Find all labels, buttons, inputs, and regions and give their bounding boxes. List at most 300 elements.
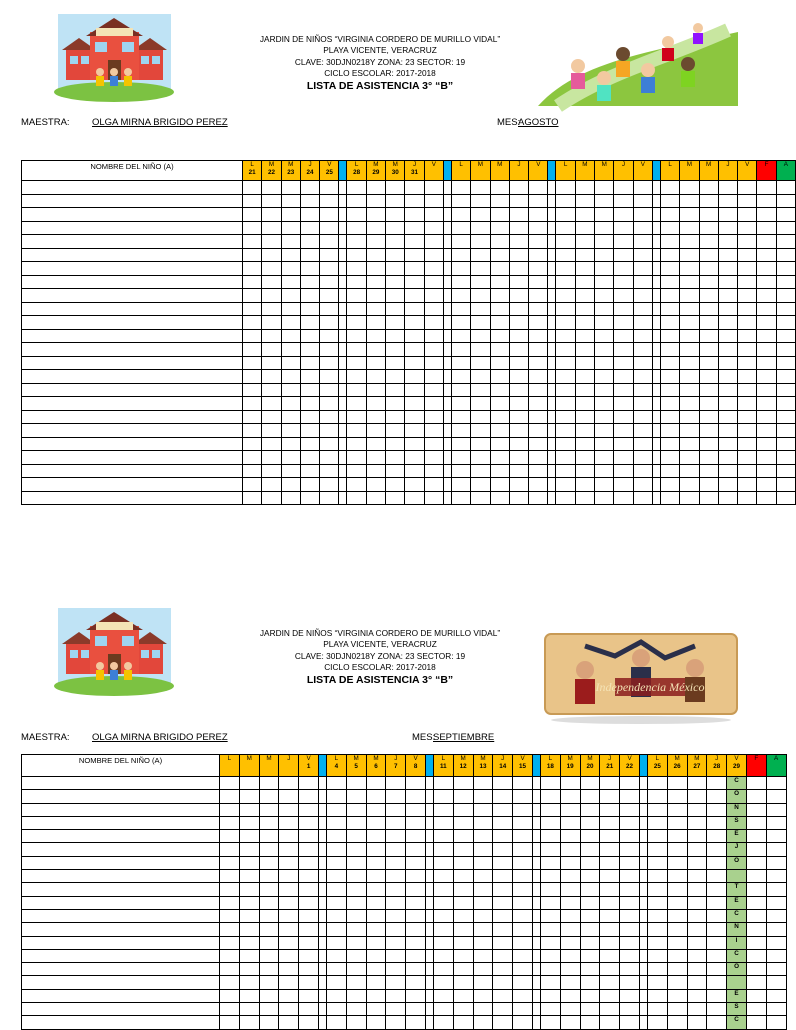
attendance-cell[interactable] — [262, 437, 281, 451]
attendance-cell[interactable] — [453, 883, 473, 896]
attendance-cell[interactable] — [386, 383, 405, 397]
attendance-cell[interactable] — [493, 870, 513, 883]
attendance-cell[interactable] — [405, 329, 424, 343]
attendance-cell[interactable] — [660, 424, 679, 438]
student-name-cell[interactable] — [22, 316, 243, 330]
attendance-cell[interactable] — [405, 275, 424, 289]
attendance-cell[interactable] — [660, 370, 679, 384]
attendance-cell[interactable] — [738, 316, 757, 330]
attendance-cell[interactable] — [746, 790, 766, 803]
attendance-cell[interactable] — [239, 803, 259, 816]
attendance-cell[interactable] — [509, 289, 528, 303]
attendance-cell[interactable] — [243, 248, 262, 262]
attendance-cell[interactable] — [707, 816, 727, 829]
attendance-cell[interactable] — [595, 248, 614, 262]
attendance-cell[interactable] — [560, 870, 580, 883]
attendance-cell[interactable] — [406, 989, 426, 1002]
attendance-cell[interactable] — [281, 302, 300, 316]
attendance-cell[interactable] — [667, 949, 687, 962]
attendance-cell[interactable] — [575, 194, 594, 208]
attendance-cell[interactable] — [647, 1016, 667, 1029]
attendance-cell[interactable] — [347, 221, 366, 235]
attendance-cell[interactable] — [262, 262, 281, 276]
attendance-cell[interactable] — [326, 1003, 346, 1016]
attendance-cell[interactable] — [279, 936, 299, 949]
attendance-cell[interactable] — [707, 830, 727, 843]
attendance-cell[interactable] — [451, 424, 470, 438]
attendance-cell[interactable] — [718, 397, 737, 411]
attendance-cell[interactable] — [473, 883, 493, 896]
attendance-cell[interactable] — [509, 424, 528, 438]
attendance-cell[interactable] — [366, 289, 385, 303]
attendance-cell[interactable] — [529, 208, 548, 222]
attendance-cell[interactable] — [243, 289, 262, 303]
attendance-cell[interactable] — [687, 790, 707, 803]
attendance-cell[interactable] — [490, 397, 509, 411]
attendance-cell[interactable] — [405, 316, 424, 330]
attendance-cell[interactable] — [620, 883, 640, 896]
attendance-cell[interactable] — [281, 248, 300, 262]
attendance-cell[interactable] — [405, 424, 424, 438]
attendance-cell[interactable] — [299, 896, 319, 909]
attendance-cell[interactable] — [680, 221, 699, 235]
attendance-cell[interactable] — [386, 870, 406, 883]
attendance-cell[interactable] — [220, 856, 240, 869]
attendance-cell[interactable] — [473, 870, 493, 883]
attendance-cell[interactable] — [620, 989, 640, 1002]
attendance-cell[interactable] — [471, 383, 490, 397]
attendance-cell[interactable] — [699, 437, 718, 451]
attendance-cell[interactable] — [595, 451, 614, 465]
attendance-cell[interactable] — [667, 790, 687, 803]
attendance-cell[interactable] — [687, 830, 707, 843]
attendance-cell[interactable] — [490, 275, 509, 289]
attendance-cell[interactable] — [776, 451, 795, 465]
attendance-cell[interactable] — [707, 963, 727, 976]
student-name-cell[interactable] — [22, 896, 220, 909]
attendance-cell[interactable] — [647, 816, 667, 829]
attendance-cell[interactable] — [471, 397, 490, 411]
student-name-cell[interactable] — [22, 989, 220, 1002]
attendance-cell[interactable] — [633, 424, 652, 438]
attendance-cell[interactable] — [620, 830, 640, 843]
attendance-cell[interactable] — [386, 343, 405, 357]
student-name-cell[interactable] — [22, 963, 220, 976]
attendance-cell[interactable] — [614, 316, 633, 330]
attendance-cell[interactable] — [766, 816, 786, 829]
attendance-cell[interactable] — [424, 491, 443, 505]
attendance-cell[interactable] — [600, 856, 620, 869]
attendance-cell[interactable] — [300, 289, 319, 303]
attendance-cell[interactable] — [738, 208, 757, 222]
attendance-cell[interactable] — [560, 963, 580, 976]
attendance-cell[interactable] — [595, 275, 614, 289]
attendance-cell[interactable] — [647, 936, 667, 949]
attendance-cell[interactable] — [386, 356, 405, 370]
attendance-cell[interactable] — [738, 491, 757, 505]
attendance-cell[interactable] — [595, 262, 614, 276]
attendance-cell[interactable] — [746, 843, 766, 856]
attendance-cell[interactable] — [647, 803, 667, 816]
attendance-cell[interactable] — [300, 248, 319, 262]
attendance-cell[interactable] — [366, 302, 385, 316]
attendance-cell[interactable] — [406, 936, 426, 949]
attendance-cell[interactable] — [346, 1003, 366, 1016]
attendance-cell[interactable] — [614, 329, 633, 343]
attendance-cell[interactable] — [529, 289, 548, 303]
attendance-cell[interactable] — [424, 235, 443, 249]
attendance-cell[interactable] — [366, 909, 386, 922]
attendance-cell[interactable] — [595, 316, 614, 330]
attendance-cell[interactable] — [660, 248, 679, 262]
attendance-cell[interactable] — [386, 410, 405, 424]
attendance-cell[interactable] — [600, 989, 620, 1002]
attendance-cell[interactable] — [453, 856, 473, 869]
attendance-cell[interactable] — [687, 989, 707, 1002]
attendance-cell[interactable] — [320, 329, 339, 343]
attendance-cell[interactable] — [667, 909, 687, 922]
attendance-cell[interactable] — [757, 478, 776, 492]
attendance-cell[interactable] — [560, 1003, 580, 1016]
attendance-cell[interactable] — [513, 949, 533, 962]
attendance-cell[interactable] — [680, 316, 699, 330]
attendance-cell[interactable] — [433, 883, 453, 896]
attendance-cell[interactable] — [757, 194, 776, 208]
attendance-cell[interactable] — [366, 830, 386, 843]
attendance-cell[interactable] — [386, 478, 405, 492]
attendance-cell[interactable] — [738, 383, 757, 397]
attendance-cell[interactable] — [614, 410, 633, 424]
attendance-cell[interactable] — [366, 478, 385, 492]
attendance-cell[interactable] — [540, 949, 560, 962]
attendance-cell[interactable] — [262, 478, 281, 492]
attendance-cell[interactable] — [281, 478, 300, 492]
attendance-cell[interactable] — [513, 803, 533, 816]
attendance-cell[interactable] — [680, 397, 699, 411]
attendance-cell[interactable] — [320, 397, 339, 411]
attendance-cell[interactable] — [667, 856, 687, 869]
attendance-cell[interactable] — [776, 248, 795, 262]
attendance-cell[interactable] — [699, 491, 718, 505]
student-name-cell[interactable] — [22, 343, 243, 357]
attendance-cell[interactable] — [473, 989, 493, 1002]
attendance-cell[interactable] — [738, 410, 757, 424]
attendance-cell[interactable] — [386, 976, 406, 989]
attendance-cell[interactable] — [633, 451, 652, 465]
attendance-cell[interactable] — [346, 949, 366, 962]
attendance-cell[interactable] — [687, 856, 707, 869]
attendance-cell[interactable] — [424, 329, 443, 343]
attendance-cell[interactable] — [600, 777, 620, 790]
attendance-cell[interactable] — [614, 356, 633, 370]
attendance-cell[interactable] — [718, 208, 737, 222]
attendance-cell[interactable] — [453, 989, 473, 1002]
attendance-cell[interactable] — [766, 790, 786, 803]
attendance-cell[interactable] — [366, 963, 386, 976]
attendance-cell[interactable] — [560, 883, 580, 896]
attendance-cell[interactable] — [281, 464, 300, 478]
attendance-cell[interactable] — [346, 1016, 366, 1029]
attendance-cell[interactable] — [699, 275, 718, 289]
attendance-cell[interactable] — [776, 181, 795, 195]
attendance-cell[interactable] — [346, 843, 366, 856]
attendance-cell[interactable] — [595, 424, 614, 438]
attendance-cell[interactable] — [259, 949, 279, 962]
attendance-cell[interactable] — [595, 194, 614, 208]
attendance-cell[interactable] — [453, 777, 473, 790]
attendance-cell[interactable] — [509, 478, 528, 492]
attendance-cell[interactable] — [473, 830, 493, 843]
attendance-cell[interactable] — [707, 949, 727, 962]
attendance-cell[interactable] — [746, 777, 766, 790]
attendance-cell[interactable] — [746, 1003, 766, 1016]
attendance-cell[interactable] — [493, 909, 513, 922]
attendance-cell[interactable] — [424, 451, 443, 465]
attendance-cell[interactable] — [529, 451, 548, 465]
attendance-cell[interactable] — [451, 478, 470, 492]
attendance-cell[interactable] — [473, 856, 493, 869]
attendance-cell[interactable] — [575, 397, 594, 411]
attendance-cell[interactable] — [366, 343, 385, 357]
attendance-cell[interactable] — [513, 923, 533, 936]
attendance-cell[interactable] — [509, 221, 528, 235]
attendance-cell[interactable] — [529, 370, 548, 384]
attendance-cell[interactable] — [405, 397, 424, 411]
attendance-cell[interactable] — [300, 208, 319, 222]
attendance-cell[interactable] — [575, 221, 594, 235]
attendance-cell[interactable] — [366, 803, 386, 816]
attendance-cell[interactable] — [406, 909, 426, 922]
attendance-cell[interactable] — [326, 896, 346, 909]
attendance-cell[interactable] — [556, 221, 575, 235]
attendance-cell[interactable] — [738, 329, 757, 343]
attendance-cell[interactable] — [386, 316, 405, 330]
attendance-cell[interactable] — [633, 289, 652, 303]
attendance-cell[interactable] — [406, 777, 426, 790]
attendance-cell[interactable] — [471, 181, 490, 195]
attendance-cell[interactable] — [699, 397, 718, 411]
attendance-cell[interactable] — [366, 1016, 386, 1029]
attendance-cell[interactable] — [471, 343, 490, 357]
attendance-cell[interactable] — [405, 235, 424, 249]
attendance-cell[interactable] — [620, 923, 640, 936]
attendance-cell[interactable] — [473, 1016, 493, 1029]
attendance-cell[interactable] — [620, 790, 640, 803]
attendance-cell[interactable] — [687, 816, 707, 829]
attendance-cell[interactable] — [660, 208, 679, 222]
student-name-cell[interactable] — [22, 451, 243, 465]
attendance-cell[interactable] — [451, 464, 470, 478]
attendance-cell[interactable] — [667, 936, 687, 949]
attendance-cell[interactable] — [243, 343, 262, 357]
attendance-cell[interactable] — [471, 451, 490, 465]
attendance-cell[interactable] — [595, 221, 614, 235]
attendance-cell[interactable] — [239, 976, 259, 989]
attendance-cell[interactable] — [575, 410, 594, 424]
attendance-cell[interactable] — [540, 923, 560, 936]
attendance-cell[interactable] — [259, 896, 279, 909]
attendance-cell[interactable] — [509, 370, 528, 384]
attendance-cell[interactable] — [633, 194, 652, 208]
attendance-cell[interactable] — [776, 262, 795, 276]
attendance-cell[interactable] — [687, 1016, 707, 1029]
attendance-cell[interactable] — [699, 424, 718, 438]
attendance-cell[interactable] — [540, 790, 560, 803]
attendance-cell[interactable] — [660, 464, 679, 478]
attendance-cell[interactable] — [320, 343, 339, 357]
student-name-cell[interactable] — [22, 464, 243, 478]
attendance-cell[interactable] — [718, 383, 737, 397]
attendance-cell[interactable] — [320, 451, 339, 465]
attendance-cell[interactable] — [471, 302, 490, 316]
attendance-cell[interactable] — [320, 181, 339, 195]
attendance-cell[interactable] — [540, 976, 560, 989]
attendance-cell[interactable] — [473, 963, 493, 976]
attendance-cell[interactable] — [300, 370, 319, 384]
student-name-cell[interactable] — [22, 936, 220, 949]
attendance-cell[interactable] — [738, 451, 757, 465]
attendance-cell[interactable] — [347, 397, 366, 411]
attendance-cell[interactable] — [757, 370, 776, 384]
attendance-cell[interactable] — [707, 989, 727, 1002]
attendance-cell[interactable] — [529, 491, 548, 505]
attendance-cell[interactable] — [346, 883, 366, 896]
attendance-cell[interactable] — [595, 397, 614, 411]
attendance-cell[interactable] — [620, 963, 640, 976]
attendance-cell[interactable] — [262, 464, 281, 478]
attendance-cell[interactable] — [405, 370, 424, 384]
attendance-cell[interactable] — [738, 181, 757, 195]
attendance-cell[interactable] — [386, 843, 406, 856]
attendance-cell[interactable] — [560, 790, 580, 803]
attendance-cell[interactable] — [687, 870, 707, 883]
attendance-cell[interactable] — [279, 963, 299, 976]
attendance-cell[interactable] — [366, 181, 385, 195]
attendance-cell[interactable] — [718, 437, 737, 451]
attendance-cell[interactable] — [667, 963, 687, 976]
attendance-cell[interactable] — [513, 843, 533, 856]
attendance-cell[interactable] — [386, 896, 406, 909]
attendance-cell[interactable] — [746, 816, 766, 829]
attendance-cell[interactable] — [757, 491, 776, 505]
attendance-cell[interactable] — [424, 275, 443, 289]
attendance-cell[interactable] — [406, 949, 426, 962]
attendance-cell[interactable] — [556, 410, 575, 424]
attendance-cell[interactable] — [718, 464, 737, 478]
attendance-cell[interactable] — [490, 235, 509, 249]
attendance-cell[interactable] — [600, 803, 620, 816]
attendance-cell[interactable] — [595, 343, 614, 357]
attendance-cell[interactable] — [424, 437, 443, 451]
attendance-cell[interactable] — [633, 370, 652, 384]
attendance-cell[interactable] — [776, 437, 795, 451]
attendance-cell[interactable] — [699, 262, 718, 276]
attendance-cell[interactable] — [580, 896, 600, 909]
attendance-cell[interactable] — [738, 262, 757, 276]
attendance-cell[interactable] — [406, 963, 426, 976]
attendance-cell[interactable] — [451, 221, 470, 235]
attendance-cell[interactable] — [757, 208, 776, 222]
attendance-cell[interactable] — [386, 989, 406, 1002]
attendance-cell[interactable] — [580, 923, 600, 936]
attendance-cell[interactable] — [718, 329, 737, 343]
attendance-cell[interactable] — [614, 275, 633, 289]
attendance-cell[interactable] — [386, 1016, 406, 1029]
attendance-cell[interactable] — [386, 816, 406, 829]
attendance-cell[interactable] — [647, 790, 667, 803]
attendance-cell[interactable] — [493, 1003, 513, 1016]
attendance-cell[interactable] — [529, 275, 548, 289]
attendance-cell[interactable] — [509, 316, 528, 330]
attendance-cell[interactable] — [660, 397, 679, 411]
attendance-cell[interactable] — [453, 909, 473, 922]
attendance-cell[interactable] — [386, 963, 406, 976]
attendance-cell[interactable] — [766, 856, 786, 869]
attendance-cell[interactable] — [556, 451, 575, 465]
attendance-cell[interactable] — [243, 181, 262, 195]
attendance-cell[interactable] — [707, 870, 727, 883]
attendance-cell[interactable] — [680, 248, 699, 262]
attendance-cell[interactable] — [680, 464, 699, 478]
attendance-cell[interactable] — [220, 896, 240, 909]
attendance-cell[interactable] — [433, 896, 453, 909]
attendance-cell[interactable] — [687, 976, 707, 989]
attendance-cell[interactable] — [320, 235, 339, 249]
attendance-cell[interactable] — [300, 316, 319, 330]
attendance-cell[interactable] — [406, 923, 426, 936]
attendance-cell[interactable] — [718, 424, 737, 438]
attendance-cell[interactable] — [575, 302, 594, 316]
attendance-cell[interactable] — [346, 777, 366, 790]
attendance-cell[interactable] — [757, 464, 776, 478]
attendance-cell[interactable] — [239, 883, 259, 896]
attendance-cell[interactable] — [386, 923, 406, 936]
attendance-cell[interactable] — [473, 803, 493, 816]
student-name-cell[interactable] — [22, 923, 220, 936]
attendance-cell[interactable] — [279, 830, 299, 843]
attendance-cell[interactable] — [687, 843, 707, 856]
attendance-cell[interactable] — [262, 424, 281, 438]
attendance-cell[interactable] — [766, 949, 786, 962]
attendance-cell[interactable] — [471, 262, 490, 276]
attendance-cell[interactable] — [633, 235, 652, 249]
attendance-cell[interactable] — [281, 451, 300, 465]
attendance-cell[interactable] — [776, 275, 795, 289]
attendance-cell[interactable] — [660, 451, 679, 465]
student-name-cell[interactable] — [22, 976, 220, 989]
attendance-cell[interactable] — [509, 208, 528, 222]
attendance-cell[interactable] — [699, 208, 718, 222]
attendance-cell[interactable] — [757, 424, 776, 438]
attendance-cell[interactable] — [699, 248, 718, 262]
attendance-cell[interactable] — [262, 356, 281, 370]
attendance-cell[interactable] — [556, 397, 575, 411]
attendance-cell[interactable] — [647, 949, 667, 962]
attendance-cell[interactable] — [347, 248, 366, 262]
attendance-cell[interactable] — [326, 1016, 346, 1029]
attendance-cell[interactable] — [633, 221, 652, 235]
attendance-cell[interactable] — [738, 235, 757, 249]
attendance-cell[interactable] — [540, 777, 560, 790]
attendance-cell[interactable] — [406, 1016, 426, 1029]
attendance-cell[interactable] — [575, 329, 594, 343]
attendance-cell[interactable] — [433, 790, 453, 803]
attendance-cell[interactable] — [243, 424, 262, 438]
attendance-cell[interactable] — [281, 289, 300, 303]
attendance-cell[interactable] — [776, 302, 795, 316]
attendance-cell[interactable] — [647, 909, 667, 922]
attendance-cell[interactable] — [556, 208, 575, 222]
